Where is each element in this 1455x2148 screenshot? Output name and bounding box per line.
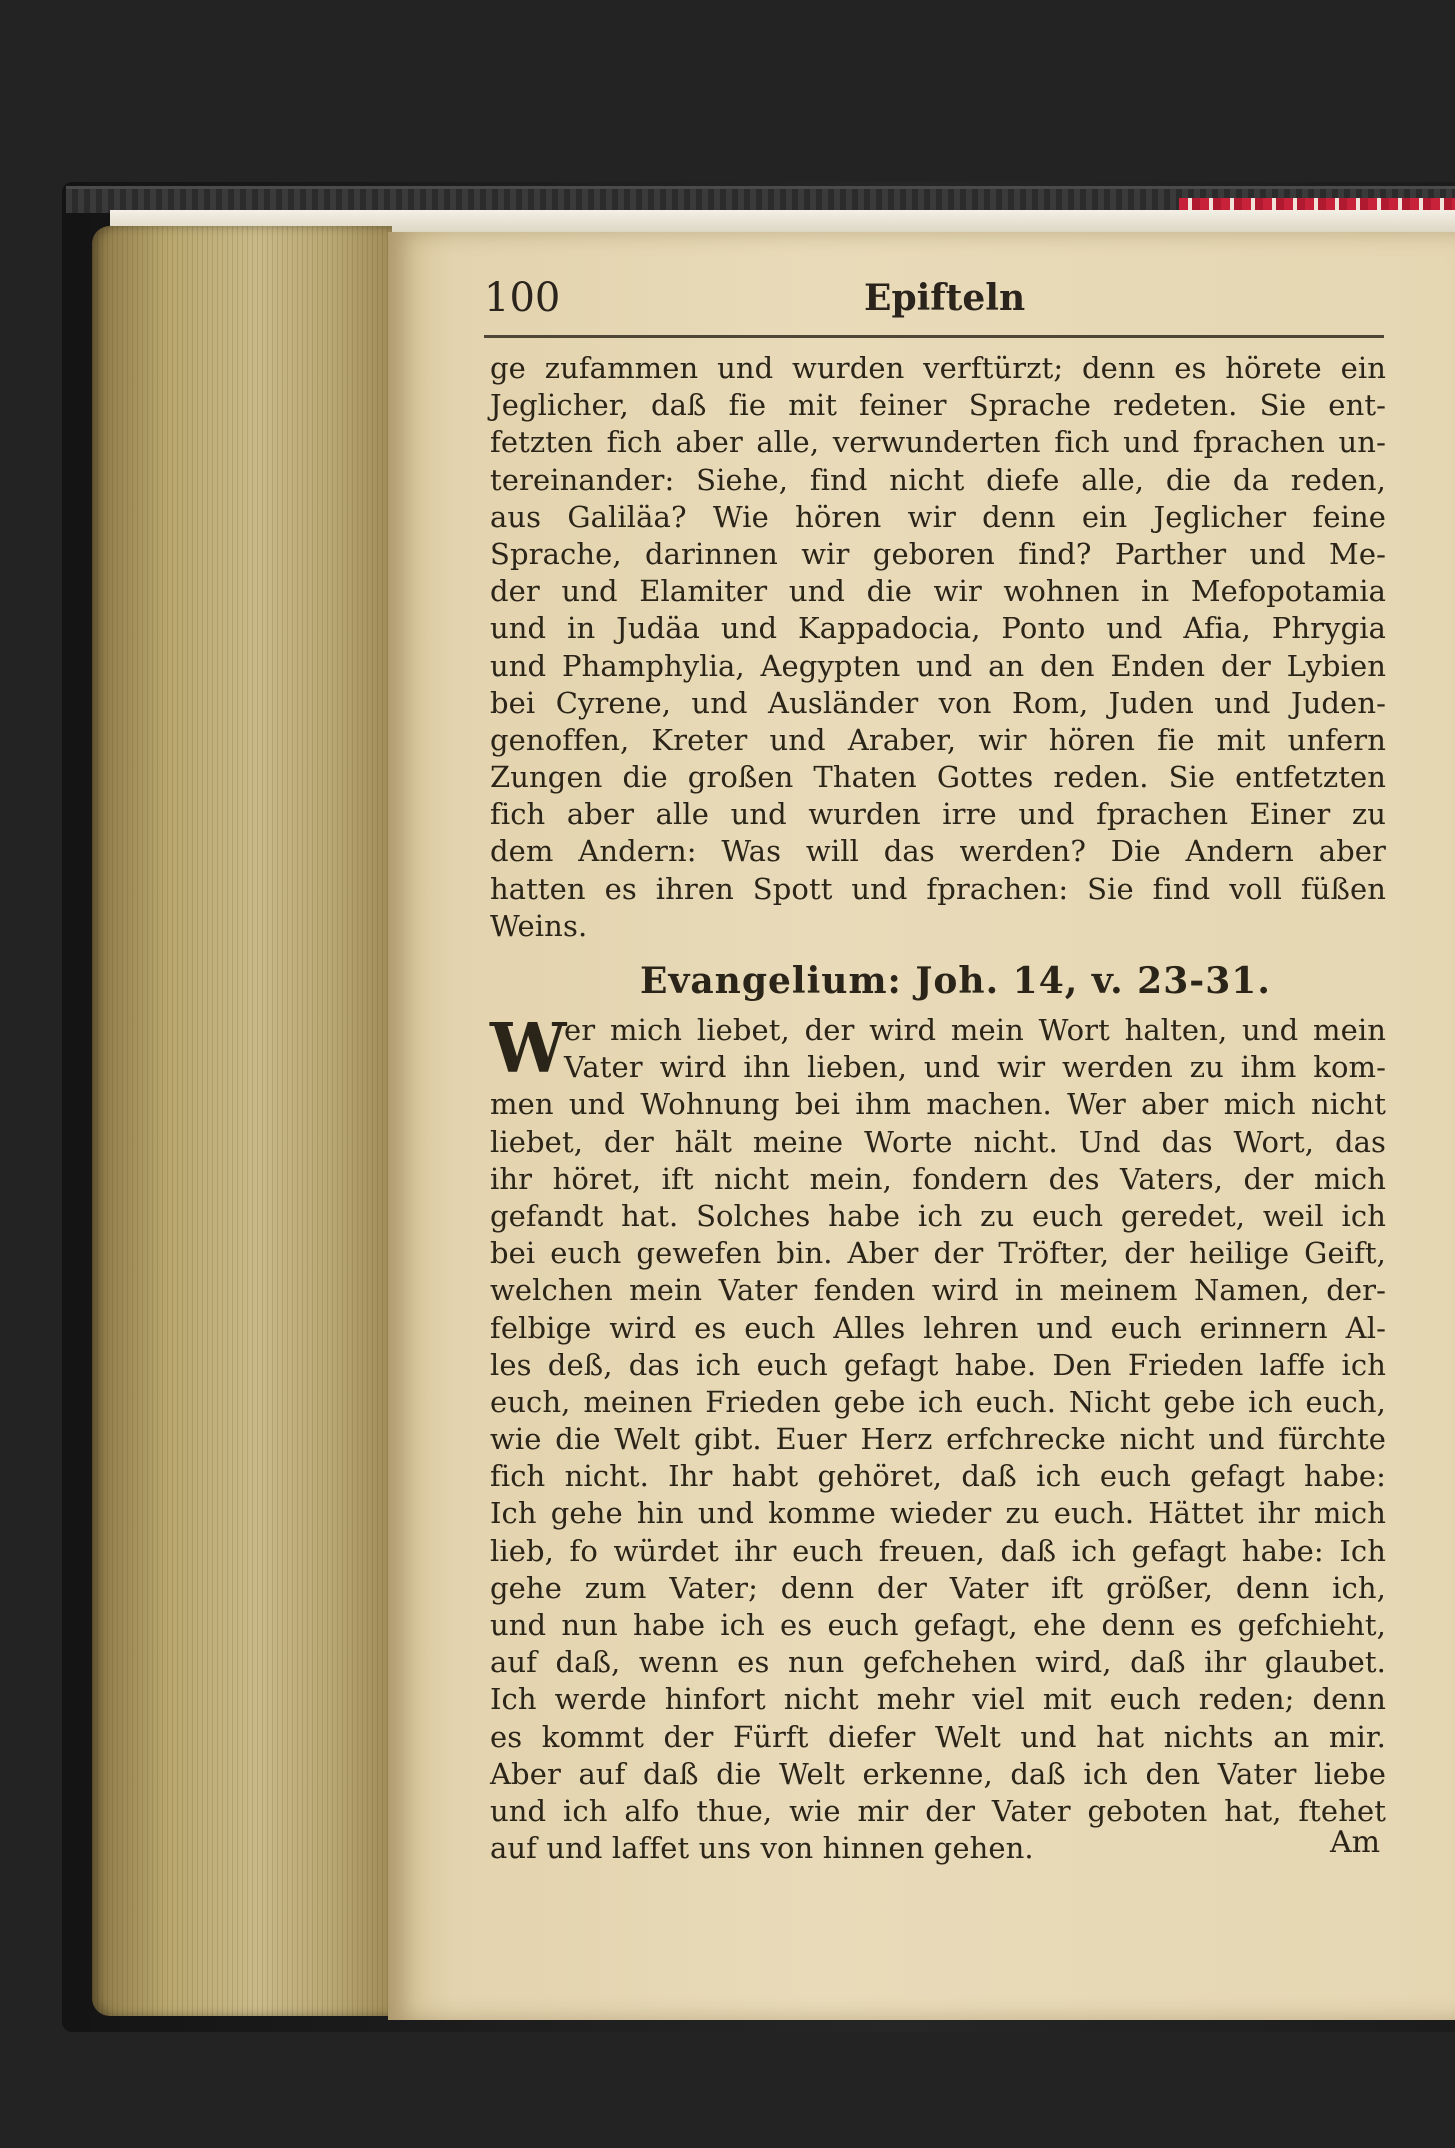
text-line: tereinander: Siehe, find nicht diefe alle, die da reden, xyxy=(490,462,1386,497)
text-line: Aber auf daß die Welt erkenne, daß ich den Vater liebe xyxy=(490,1756,1386,1791)
text-line: genoffen, Kreter und Araber, wir hören fie mit unfern xyxy=(490,722,1386,757)
text-line: liebet, der hält meine Worte nicht. Und das Wort, das xyxy=(490,1124,1386,1159)
page-block-fore-edge xyxy=(92,226,392,2016)
text-line: fich nicht. Ihr habt gehöret, daß ich euch gefagt habe: xyxy=(490,1459,1386,1494)
epistle-paragraph xyxy=(490,350,1386,945)
text-line: er mich liebet, der wird mein Wort halten, und mein xyxy=(564,1013,1386,1047)
text-line: gehe zum Vater; denn der Vater ift größer, denn ich, xyxy=(490,1570,1386,1605)
text-line: Ich werde hinfort nicht mehr viel mit euch reden; denn xyxy=(490,1682,1386,1717)
text-line: Vater wird ihn lieben, und wir werden zu ihm kom- xyxy=(564,1050,1386,1085)
text-line: es kommt der Fürft diefer Welt und hat nichts an mir. xyxy=(490,1719,1386,1754)
text-line: und ich alfo thue, wie mir der Vater geboten hat, ftehet xyxy=(490,1793,1386,1828)
text-line: bei euch gewefen bin. Aber der Tröfter, der heilige Geift, xyxy=(490,1236,1386,1271)
text-line: Weins. xyxy=(490,908,588,943)
text-line: aus Galiläa? Wie hören wir denn ein Jeglicher feine xyxy=(490,499,1386,534)
catchword: Am xyxy=(1330,1825,1381,1860)
text-line: Ich gehe hin und komme wieder zu euch. Hättet ihr mich xyxy=(490,1496,1386,1531)
text-line: welchen mein Vater fenden wird in meinem Namen, der- xyxy=(490,1273,1386,1308)
text-line: dem Andern: Was will das werden? Die Andern aber xyxy=(490,834,1386,869)
text-line: wie die Welt gibt. Euer Herz erfchrecke nicht und fürchte xyxy=(490,1422,1386,1457)
text-line: auf daß, wenn es nun gefchehen wird, daß ihr glaubet. xyxy=(490,1645,1386,1680)
text-line: der und Elamiter und die wir wohnen in Mefopotamia xyxy=(490,574,1386,609)
text-line: fetzten fich aber alle, verwunderten fich und fprachen un- xyxy=(490,425,1386,460)
page-header xyxy=(484,275,1384,338)
text-line: gefandt hat. Solches habe ich zu euch geredet, weil ich xyxy=(490,1198,1386,1233)
text-line: les deß, das ich euch gefagt habe. Den Frieden laffe ich xyxy=(490,1347,1386,1382)
text-line: felbige wird es euch Alles lehren und euch erinnern Al- xyxy=(490,1310,1386,1345)
text-line: und nun habe ich es euch gefagt, ehe denn es gefchieht, xyxy=(490,1608,1386,1642)
text-line: ge zufammen und wurden verftürzt; denn es hörete ein xyxy=(490,351,1386,385)
running-head: Epifteln xyxy=(864,277,1026,319)
text-line: men und Wohnung bei ihm machen. Wer aber mich nicht xyxy=(490,1087,1386,1122)
text-line: auf und laffet uns von hinnen gehen. xyxy=(490,1831,1034,1866)
text-line: ihr höret, ift nicht mein, fondern des Vaters, der mich xyxy=(490,1161,1386,1196)
gospel-heading: Evangelium: Joh. 14, v. 23-31. xyxy=(640,960,1271,1002)
text-line: Sprache, darinnen wir geboren find? Parther und Me- xyxy=(490,536,1386,571)
text-line: bei Cyrene, und Ausländer von Rom, Juden und Juden- xyxy=(490,685,1386,720)
text-line: und in Judäa und Kappadocia, Ponto und Afia, Phrygia xyxy=(490,611,1386,646)
page-number: 100 xyxy=(484,275,561,321)
text-line: hatten es ihren Spott und fprachen: Sie find voll füßen xyxy=(490,871,1386,906)
text-line: Zungen die großen Thaten Gottes reden. Sie entfetzten xyxy=(490,760,1386,795)
text-line: und Phamphylia, Aegypten und an den Enden der Lybien xyxy=(490,648,1386,683)
text-line: Jeglicher, daß fie mit feiner Sprache redeten. Sie ent- xyxy=(490,388,1386,423)
text-line: fich aber alle und wurden irre und fprachen Einer zu xyxy=(490,797,1386,832)
text-line: euch, meinen Frieden gebe ich euch. Nicht gebe ich euch, xyxy=(490,1384,1386,1419)
gospel-paragraph xyxy=(490,1009,1386,1867)
text-line: lieb, fo würdet ihr euch freuen, daß ich gefagt habe: Ich xyxy=(490,1533,1386,1568)
drop-cap: W xyxy=(490,1009,567,1089)
